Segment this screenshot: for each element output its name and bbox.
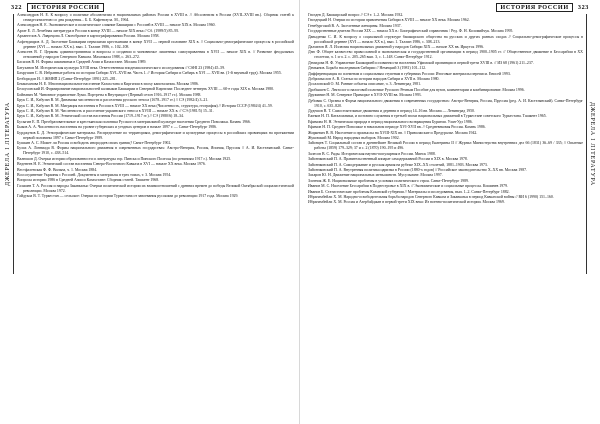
- left-sidebar: [3, 14, 14, 274]
- bibliography-entry: Гайдукоа В. Т. Туркестан — сельское: Очерки по истории Туркестана от завоевания русскими до революции 1917 года. Москва 1929.: [17, 194, 239, 199]
- bibliography-entry: Безбородов И. // ЖМНП 2 (Санкт-Петербург 1891) 225–281.: [17, 76, 117, 81]
- bibliography-entry: Асфендиаров А. Д. Заселение Башкирии пермскими крестьянами в конце XVII — первой половине XIX в. // Социально-демографические процессы в российской деревне (XVI — начало XX в.). вып. 1. Таллин 1986, с. 102–108.: [17, 39, 294, 49]
- bibliography-entry: Зайонцев Т. Социальный состав в древнейшее Великой России в период Екатерины II // Журнал Министерства внутренних дел 66 (1831) 36–69 / 335; // Опытные работы (1859) 179–329; 37 и с. 2 (1870) 190–195 и 496.: [308, 141, 583, 151]
- bibliography-entry: Архангелов А. Лаврецова Л. Своеобразие в картографировании России. Москва 1958.: [17, 34, 160, 39]
- bibliography-entry: Дзю Ф. Общее казачество православной и экономическая и государственной организации в период 1900–1905 гг. // Общественное движение в Бессарабии в XX столетии, ч. 1 и ч. 2. с. 205–265 вып. 3, с. 1–148. Санкт-Петербург 1912.: [308, 50, 583, 60]
- bibliography-entry: Досаловский О. М. Ранние событья описание, ч. 3. Ленинград 1981.: [308, 82, 421, 87]
- bibliography-entry: Зайончковский П. А. Правительственный аппарат самодержавной России в XIX в. Москва 1978.: [308, 157, 468, 162]
- right-running-header: [496, 4, 592, 11]
- bibliography-entry: Булах А. Литвиада В. Формы национального движения в современных государствах: Австро-Венгрия, Россия, Япония, Пруссия // А. И. Кастелянский. Санкт-Петербург 1910, с. 438–514.: [17, 146, 294, 156]
- bibliography-entry: Бурджунов Б. Д. Этнографические материалы. Распределение по территориям, демографические и культурные процессы в российских провинциях на протяжении первой половины 1897 г. Санкт-Петербург 1989.: [17, 130, 294, 140]
- right-sidebar-label: ДЖЕРЕЛА І ЛІТЕРАТУРА: [589, 101, 595, 187]
- left-sidebar-label: ДЖЕРЕЛА І ЛІТЕРАТУРА: [5, 101, 11, 187]
- right-header-title: ИСТОРИЯ РОССИИ: [496, 3, 572, 12]
- bibliography-entry: Бушкин А. С. Может ли Россия освободить инородцев своих границ? Санкт-Петербург 1902.: [17, 141, 172, 145]
- bibliography-entry: Белоусовский И. Формирование национальностей калмыков Башкирии в Северной Киргизии: Последнее четверть XVIII — 60-е годы XIX в. Москва 1980.: [17, 87, 275, 92]
- bibliography-entry: Генебургский В. А. Заселенные женщины. Москва 1937.: [308, 23, 402, 28]
- bibliography-entry: Гвоздев Д. Башкирский вопрос // СЭ т. 1–2. Москва 1932.: [308, 13, 404, 17]
- bibliography-entry: Александров Н. Е. Экономическое и политическое слияние Башкирии с Россией в XVIII — начале XIX в. Москва 1960.: [17, 23, 216, 28]
- bibliography-entry: Добромыслов А. В. Статьи по истории народов Сибири и XVII в. Москва 1980.: [308, 77, 440, 81]
- bibliography-entry: Бекмаханова Н. Е. Многонациональное население Казахстана и Киргизии в эпоху капитализма. Москва 1986.: [17, 82, 199, 87]
- bibliography-entry: Воссоединение Украины с Россией. Документы и материалы в трех томах, т. 3. Москва 1954.: [17, 173, 172, 177]
- bibliography-entry: Далматов Я. Л. Иллюзия национальных движений у народов Сибири XIX — начале XX вв. Иркутск 1996.: [308, 45, 485, 49]
- bibliography-entry: Алексеев В. Г. Церковь административная и вопросы о создании и чиновничье лишенных самоуправления в XVII — начале XIX в. // Развитие феодальных отношений у народов Северного Кавказа. Махачкала 1988, с. 263–272.: [17, 50, 294, 60]
- bibliography-entry: Зайончковский П. А. Внутренняя политика царизма в России (1880-х годов) // Российское законодательство X–XX вв. Москва 1987.: [308, 167, 528, 172]
- bibliography-entry: Демидова Н. Ф. Управление Башкирией и повинности населения Уфимской провинции в первой трети XVIII в. // ИЗ 68 (1961) 211–237.: [308, 60, 534, 65]
- bibliography-entry: Жиркевич В. В. Население и промыслы на XVIII-XIX вв. // Приволжские и Предуралье. Москва 1942.: [308, 130, 478, 135]
- bibliography-entry: Брук С. И., Кабузан В. М. Миграция населения в России в XVIII — начале XX века (Численность, структура, география) // История СССР (1984/4) 41–59.: [17, 103, 273, 108]
- bibliography-entry: Бусыгин Е. П. Преобразовательные и крестьянская политика Русского в материальной культуре населения Среднего Поволжья. Казань 1966.: [17, 119, 251, 124]
- bibliography-entry: Брук С. И., Кабузан В. М. Динамика численности и расселения русского этноса (1678–1917 гг.) // СЭ (1982/4) 3–21.: [17, 98, 209, 103]
- bibliography-entry: Зайончковский П. А. Самодержавие и русская армия на рубеже XIX–XX столетий, 1881–1903. Москва 1973.: [308, 162, 488, 167]
- bibliography-entry: Бахрушин С. В. Избранные работы по истории Сибири XVI–XVII вв. Часть 1. // История Сибири и Сибирь в XVI — XVII вв. (1-й научный труд). Москва 1955.: [17, 71, 282, 76]
- bibliography-entry: Валюшов Д. Очерки истории образованности и литературы гор. Пинска и Пинского Полесья (по ревизиям 1917 г.). Москва 1925.: [17, 156, 232, 161]
- bibliography-entry: Захаров Ю. Н. Движение национальных меньшинств. Мусульмане. Москва 1997.: [308, 173, 443, 178]
- bibliography-entry: Ибрагимбейли Х. М. Россия и Азербайджан в первой трети XIX века: Из военно-политической истории. Москва 1969.: [308, 200, 505, 205]
- bibliography-entry: Дифференциация по племенам и социальным ступеням в губерниях России: Итоговые материалы переписи. Енисей 1993.: [308, 71, 511, 76]
- bibliography-entry: Аргат Е. Л. Лечебная литература в России в конце XVIII — начале XIX века // Сб. (1989/5) 85–95.: [17, 28, 180, 33]
- bibliography-entry: Жуковский М. Народ народных выборов. Москва 1902.: [308, 135, 400, 140]
- bibliography-entry: Ибрагимбейли Х. М. Народно-освободительная борьба народов Северного Кавказа и Закавказья в период Кавказской войны // ВИ 6 (1990) 151–160.: [308, 194, 554, 199]
- bibliography-entry: Батуханов М. Историческая культура XVIII века. Ответственная эпидемиологического исследования // CSHI 23 (1984) 45–59.: [17, 65, 226, 70]
- left-running-header: [8, 4, 104, 11]
- left-page-number: 322: [11, 4, 23, 11]
- bibliography-entry: Галяшев Т. А. Россия и народы Закавказья: Очерки политической истории их взаимоотношений с древних времен до победы Великой Октябрьской социалистической революции. Москва 1972.: [17, 183, 294, 193]
- bibliography-entry: Басилов В. Н. Формы шаманизма в Средней Азии и Казахстане. Москва 1989.: [17, 60, 147, 65]
- bibliography-entry: Вестфаленская Ф. Ф. Вильна, ч. 1. Москва 1884.: [17, 167, 98, 172]
- bibliography-entry: Дубовик С. Органы в Форма национального движения в современных государствах: Австро-Венгрия, Россия, Пруссия (ред. А. И. Кастелянский). Санкт-Петербург 1910, с. 635–820.: [308, 98, 583, 108]
- left-bibliography-list: [17, 13, 294, 418]
- bibliography-entry: Залесов В. С. Ряды. Историческая научно-популярная в России. Минск 1988.: [308, 151, 436, 156]
- bibliography-entry: Брук С. И., Кабузан В. М. Этнический состав населения России (1719–1917 гг.) // СЭ (1980/6) 18–34.: [17, 114, 184, 119]
- left-header-title: ИСТОРИЯ РОССИИ: [27, 3, 103, 12]
- bibliography-entry: Александров Н. Е. К вопросу о политике абсолютизма в национальных районах России в XVIII в. // Абсолютизм в России (XVII–XVIII вв.). Сборник статей к семидесятилетию со дня рождения... Б. Б. Кафенгауза. М., 1964.: [17, 13, 294, 23]
- bibliography-entry: Бойнавич М. Чиновное управление Луми. Портреты в Внутрицаст (Первый сезон 1916–1917 гг.). Москва 1988.: [17, 92, 202, 97]
- bibliography-entry: Иванов М. С. Население Бессарабии в Поднестровье в XIX в. // Экономические и социальные процессы. Кишинев 1979.: [308, 184, 509, 189]
- bibliography-entry: Дудешов В. Т. Самостоятельные движения и деревни в период 14–16 вв. Москва — Ленинград 1950.: [308, 109, 475, 113]
- bibliography-entry: Государственные деятели России XIX — начала XX в.: Биографический справочник / Ред. Ф. Н. Коломийчук. Москва 1995.: [308, 29, 514, 34]
- bibliography-entry: Быков А. А. Численность населения на уровне губернских и уездных центров в начале 1897 г. — Санкт-Петербург 1986.: [17, 125, 217, 130]
- bibliography-entry: Веденеев Н. Е. Этнический состав населения Северо-Восточного Кавказа в XVI — начале XX века. Москва 1976.: [17, 162, 206, 167]
- right-bibliography-list: [308, 13, 583, 418]
- bibliography-entry: Иванов Б. Статистические проблемы Казанской губернии // Материалы и исследования, вып. 1–2. Санкт-Петербург 1882.: [308, 189, 510, 194]
- bibliography-entry: Брук С. И., Кабузан В. М. Численность и расселение украинского этноса в XVIII — начале XX в. // СЭ (1981/5) 15–31.: [17, 109, 214, 113]
- bibliography-entry: Давыденко С. И. К вопросу о социальной структуре башкирского общества на русских и других разных сходах // Социально-демографические процессы в российской деревне (XVI — начало XX в.), вып. 1. Таллин 1986, с. 308–213.: [308, 34, 583, 44]
- bibliography-entry: Дробышев С. Лектолог и налоговой политике Русского Речным Пособие для вузов, комментарии и комбинирование. Москва 1996.: [308, 87, 525, 92]
- bibliography-entry: Гвоздецкий Н. Очерки по истории привлечения Сибири в XVIII — начале XX века. Москва 1962.: [308, 18, 470, 23]
- right-sidebar: [586, 14, 597, 274]
- bibliography-entry: Ефимова Н. Н. Этническая природа в период национального возвращения Бурятии. Улан-Удэ 1986.: [308, 119, 473, 124]
- bibliography-entry: Вопросы истории 1986 в Средней Азии и Казахстане: Сборник статей. Ташкент 1968.: [17, 178, 160, 183]
- bibliography-entry: Ежеков Н. П. Каталожники, и поэтапно служения в третьей эпохи национальных движений в Туркестане советского Туркестана. Ташкент 1965.: [308, 114, 547, 119]
- right-page: [300, 0, 600, 424]
- bibliography-entry: Дружинин Н. М. Северное Приморье в XVII-XVIII вв. Москва 1993.: [308, 93, 422, 98]
- bibliography-entry: Ефимов Н. П. Среднее Поволжье в начальном периоде XVI-XVII вв. // Средневековая Россия. Казань 1986.: [308, 125, 486, 130]
- right-page-number: 323: [577, 4, 589, 11]
- bibliography-entry: Злотник Ж. Е. Национальные проблемы в условиях политического строя. Санкт-Петербург 1989.: [308, 178, 469, 183]
- bibliography-entry: Демьянов. Борьба наследников Сибирии // Немецкий 3 (1981) 101–112.: [308, 66, 427, 71]
